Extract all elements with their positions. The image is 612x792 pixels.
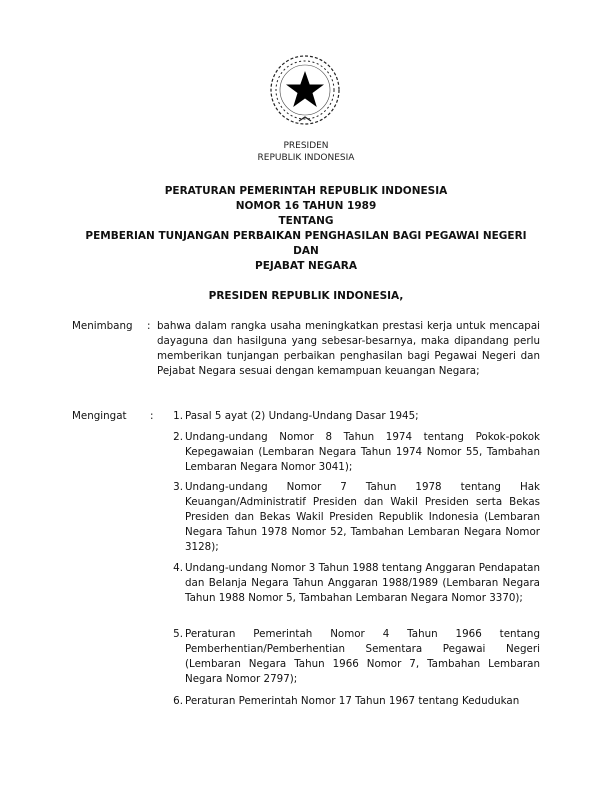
list-number: 5. [173, 628, 183, 640]
list-number: 2. [173, 431, 183, 443]
star-wreath-emblem-icon [267, 53, 343, 129]
list-item: Peraturan Pemerintah Nomor 17 Tahun 1967 tentang Kedudukan [185, 695, 520, 707]
list-item: Pasal 5 ayat (2) Undang-Undang Dasar 1945; [185, 410, 419, 422]
list-number: 1. [173, 410, 183, 422]
list-number: 6. [173, 695, 183, 707]
title-line: PEMBERIAN TUNJANGAN PERBAIKAN PENGHASILAN BAGI PEGAWAI NEGERI [85, 230, 527, 242]
mengingat-label: Mengingat [72, 410, 127, 422]
document-title [0, 184, 612, 274]
title-line: PEJABAT NEGARA [255, 260, 357, 272]
preamble: PRESIDEN REPUBLIK INDONESIA, [208, 290, 404, 302]
list-item: Undang-undang Nomor 8 Tahun 1974 tentang Pokok-pokok Kepegawaian (Lembaran Negara Tahun 1974 Nomor 55, Tambahan Lembaran Negara Nomor 3041); [185, 431, 540, 473]
title-line: DAN [293, 245, 319, 257]
mengingat-colon: : [150, 410, 154, 422]
list-item: Undang-undang Nomor 3 Tahun 1988 tentang Anggaran Pendapatan dan Belanja Negara Tahun Anggaran 1988/1989 (Lembaran Negara Tahun 1988 Nomor 5, Tambahan Lembaran Negara Nomor 3370); [185, 562, 540, 604]
list-item: Peraturan Pemerintah Nomor 4 Tahun 1966 tentang Pemberhentian/Pemberhentian Sementara Pegawai Negeri (Lembaran Negara Tahun 1966 Nomor 7, Tambahan Lembaran Negara Nomor 2797); [185, 628, 540, 685]
title-line: NOMOR 16 TAHUN 1989 [235, 200, 377, 212]
list-item: Undang-undang Nomor 7 Tahun 1978 tentang Hak Keuangan/Administratif Presiden dan Wakil Presiden serta Bekas Presiden dan Bekas Wakil Presiden Republik Indonesia (Lembaran Negara Tahun 1978 Nomor 52, Tambahan Lembaran Negara Nomor 3128); [185, 481, 540, 553]
title-line: PERATURAN PEMERINTAH REPUBLIK INDONESIA [164, 185, 448, 197]
list-number: 3. [173, 481, 183, 493]
header-republic: REPUBLIK INDONESIA [257, 153, 355, 163]
title-line: TENTANG [278, 215, 334, 227]
menimbang-label: Menimbang [72, 320, 133, 332]
presidential-emblem [267, 53, 343, 129]
list-number: 4. [173, 562, 183, 574]
header-president: PRESIDEN [283, 141, 329, 151]
menimbang-colon: : [147, 320, 151, 332]
menimbang-text: bahwa dalam rangka usaha meningkatkan prestasi kerja untuk mencapai dayaguna dan hasilguna yang sebesar-besarnya, maka dipandang perlu memberikan tunjangan perbaikan penghasilan bagi Pegawai Negeri dan Pejabat Negara sesuai dengan kemampuan keuangan Negara; [157, 320, 540, 377]
